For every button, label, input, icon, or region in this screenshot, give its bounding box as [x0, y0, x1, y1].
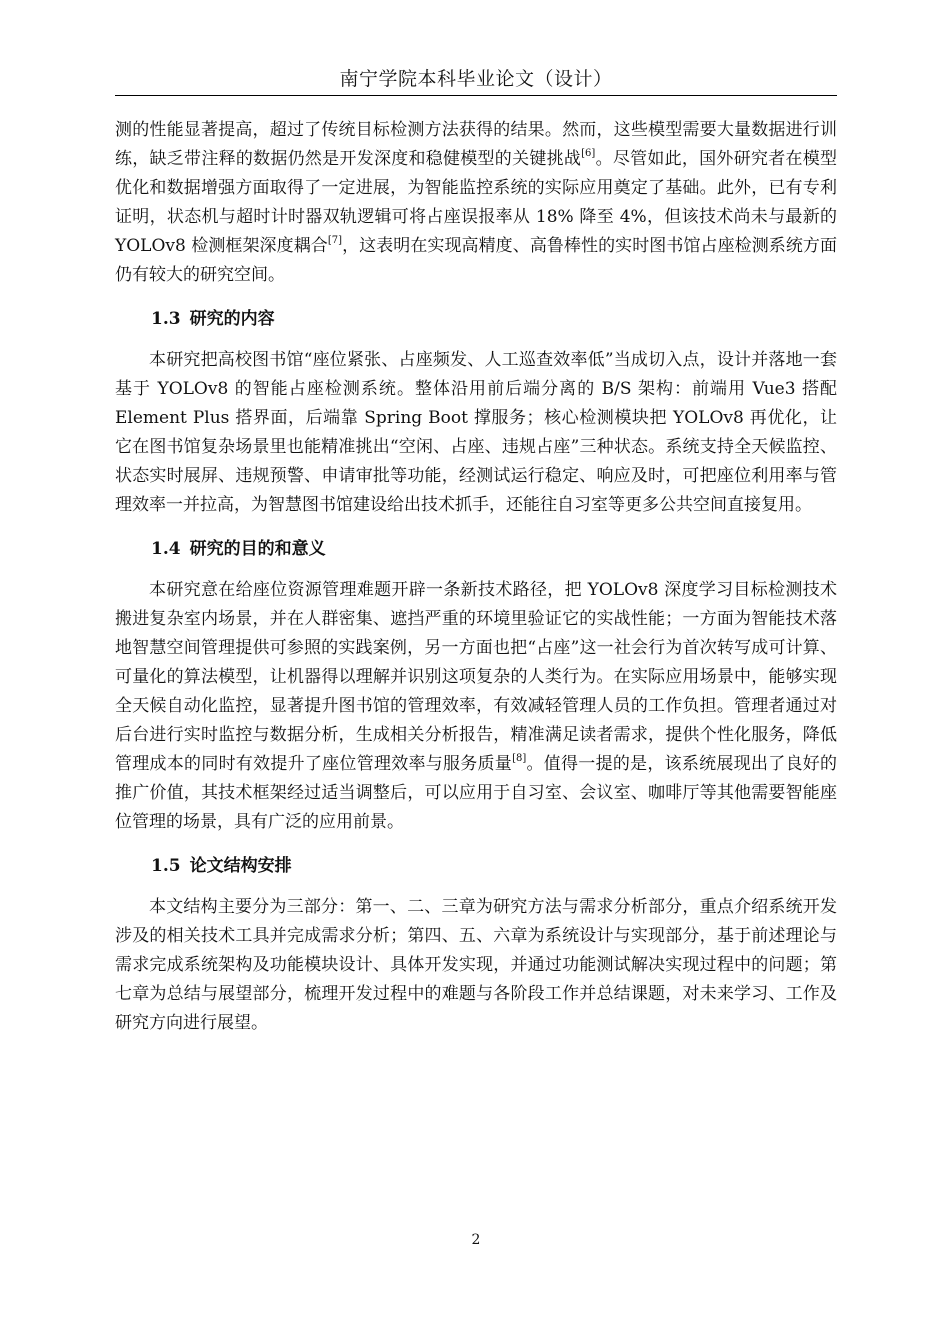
paragraph-text: 。尽管如此，国外研究者在模型优化和数据增强方面取得了一定进展，为智能监控系统的实际应用奠定了基础。此外，已有专利证明，状态机与超时计时器双轨逻辑可将占座误报率从 18% 降至 4%，但该技术尚未与最新的 YOLOv8 检测框架深度耦合: [115, 149, 838, 256]
page-header-title: 南宁学院本科毕业论文（设计）: [339, 68, 613, 90]
paragraph-text: 本研究把高校图书馆“座位紧张、占座频发、人工巡查效率低”当成切入点，设计并落地一套基于 YOLOv8 的智能占座检测系统。整体沿用前后端分离的 B/S 架构：前端用 Vue3 搭配 Element Plus 搭界面，后端靠 Spring Boot 撑服务；核心检测模块把 YOLOv8 再优化，让它在图书馆复杂场景里也能精准挑出“空闲、占座、违规占座”三种状态。系统支持全天候监控、状态实时展屏、违规预警、申请审批等功能，经测试运行稳定、响应及时，可把座位利用率与管理效率一并拉高，为智慧图书馆建设给出技术抓手，还能往自习室等更多公共空间直接复用。: [115, 350, 837, 515]
document-body: [115, 116, 837, 1038]
section-title: 论文结构安排: [189, 856, 292, 876]
paragraph-text: 本研究意在给座位资源管理难题开辟一条新技术路径，把 YOLOv8 深度学习目标检测技术搬进复杂室内场景，并在人群密集、遮挡严重的环境里验证它的实战性能；一方面为智能技术落地智慧空间管理提供可参照的实践案例，另一方面也把“占座”这一社会行为首次转写成可计算、可量化的算法模型，让机器得以理解并识别这项复杂的人类行为。在实际应用场景中，能够实现全天候自动化监控，显著提升图书馆的管理效率，有效减轻管理人员的工作负担。管理者通过对后台进行实时监控与数据分析，生成相关分析报告，精准满足读者需求，提供个性化服务，降低管理成本的同时有效提升了座位管理效率与服务质量: [115, 580, 837, 774]
paragraph-continued: [115, 116, 837, 290]
section-number: 1.4: [151, 539, 181, 559]
paragraph-research-purpose: [115, 576, 837, 837]
section-title: 研究的目的和意义: [189, 539, 326, 559]
page-number: 2: [471, 1232, 481, 1248]
section-number: 1.5: [151, 856, 181, 876]
paragraph-text: 测的性能显著提高，超过了传统目标检测方法获得的结果。然而，这些模型需要大量数据进行训练，缺乏带注释的数据仍然是开发深度和稳健模型的关键挑战: [115, 120, 837, 169]
section-heading-1-5: [115, 851, 837, 881]
paragraph-research-content: [115, 346, 837, 520]
section-heading-1-4: [115, 534, 837, 564]
citation-ref: [7]: [327, 235, 342, 247]
section-number: 1.3: [151, 309, 181, 329]
paragraph-text: 本文结构主要分为三部分：第一、二、三章为研究方法与需求分析部分，重点介绍系统开发涉及的相关技术工具并完成需求分析；第四、五、六章为系统设计与实现部分，基于前述理论与需求完成系统架构及功能模块设计、具体开发实现，并通过功能测试解决实现过程中的问题；第七章为总结与展望部分，梳理开发过程中的难题与各阶段工作并总结课题，对未来学习、工作及研究方向进行展望。: [115, 897, 837, 1033]
citation-ref: [6]: [581, 148, 596, 160]
header-divider: [115, 95, 837, 96]
citation-ref: [8]: [512, 753, 527, 765]
paragraph-thesis-structure: [115, 893, 837, 1038]
section-title: 研究的内容: [189, 309, 275, 329]
paragraph-text: 。值得一提的是，该系统展现出了良好的推广价值，其技术框架经过适当调整后，可以应用于自习室、会议室、咖啡厅等其他需要智能座位管理的场景，具有广泛的应用前景。: [115, 754, 838, 832]
paragraph-text: ，这表明在实现高精度、高鲁棒性的实时图书馆占座检测系统方面仍有较大的研究空间。: [115, 236, 837, 285]
section-heading-1-3: [115, 304, 837, 334]
